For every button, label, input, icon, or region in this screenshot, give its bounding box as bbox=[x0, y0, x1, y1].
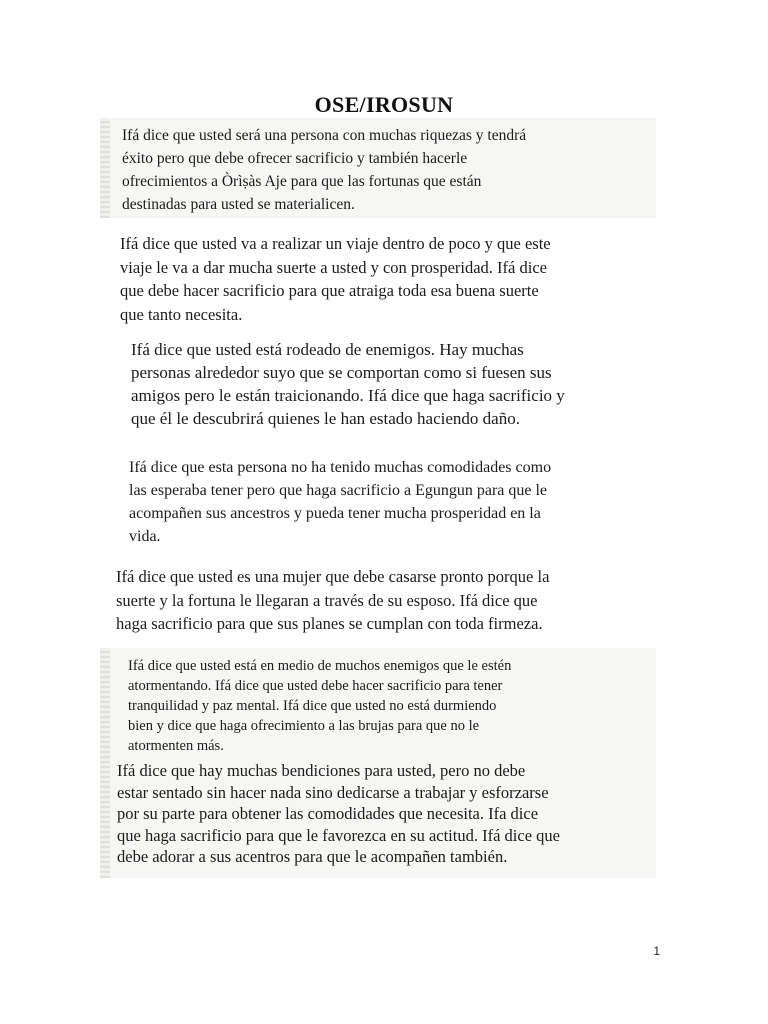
page-number: 1 bbox=[653, 944, 660, 958]
paragraph-line: éxito pero que debe ofrecer sacrificio y también hacerle bbox=[122, 150, 468, 167]
paragraph-line: destinadas para usted se materialicen. bbox=[122, 196, 355, 213]
paragraph-line: personas alrededor suyo que se comportan como si fuesen sus bbox=[131, 363, 552, 382]
paragraph-line: Ifá dice que usted está en medio de muchos enemigos que le estén bbox=[128, 658, 512, 674]
paragraph-line: Ifá dice que usted es una mujer que debe casarse pronto porque la bbox=[116, 567, 550, 586]
paragraph-line: por su parte para obtener las comodidades que necesita. Ifa dice bbox=[117, 804, 539, 823]
paragraph-1 bbox=[122, 124, 526, 216]
paragraph-line: estar sentado sin hacer nada sino dedicarse a trabajar y esforzarse bbox=[117, 782, 549, 802]
paragraph-line: Ifá dice que usted va a realizar un viaje dentro de poco y que este bbox=[120, 234, 551, 253]
paragraph-line: suerte y la fortuna le llegaran a través de su esposo. Ifá dice que bbox=[116, 590, 538, 610]
paragraph-2 bbox=[120, 232, 551, 326]
paragraph-7 bbox=[117, 760, 560, 868]
paragraph-line: que haga sacrificio para que le favorezca en su actitud. Ifá dice que bbox=[117, 825, 560, 845]
paragraph-line: debe adorar a sus acentros para que le acompañen también. bbox=[117, 847, 508, 866]
paragraph-line: Ifá dice que usted está rodeado de enemigos. Hay muchas bbox=[131, 340, 524, 359]
paragraph-line: haga sacrificio para que sus planes se cumplan con toda firmeza. bbox=[116, 614, 543, 633]
paragraph-6 bbox=[128, 656, 511, 756]
paragraph-line: las esperaba tener pero que haga sacrificio a Egungun para que le bbox=[129, 482, 548, 499]
paragraph-line: ofrecimientos a Òrìṣàs Aje para que las fortunas que están bbox=[122, 173, 482, 190]
paragraph-line: que tanto necesita. bbox=[120, 304, 243, 324]
paragraph-line: acompañen sus ancestros y pueda tener mucha prosperidad en la bbox=[129, 505, 541, 522]
paragraph-line: amigos pero le están traicionando. Ifá dice que haga sacrificio y bbox=[131, 386, 565, 405]
paragraph-line: que él le descubrirá quienes le han estado haciendo daño. bbox=[131, 409, 520, 428]
paragraph-line: Ifá dice que esta persona no ha tenido muchas comodidades como bbox=[129, 459, 552, 476]
scan-edge bbox=[100, 118, 110, 218]
paragraph-3 bbox=[131, 338, 565, 430]
page-title: OSE/IROSUN bbox=[314, 92, 454, 117]
paragraph-line: atormentando. Ifá dice que usted debe hacer sacrificio para tener bbox=[128, 678, 503, 694]
paragraph-line: Ifá dice que usted será una persona con muchas riquezas y tendrá bbox=[122, 127, 527, 144]
paragraph-5 bbox=[116, 565, 549, 636]
paragraph-line: tranquilidad y paz mental. Ifá dice que usted no está durmiendo bbox=[128, 698, 497, 714]
paragraph-line: Ifá dice que hay muchas bendiciones para usted, pero no debe bbox=[117, 761, 526, 780]
paragraph-4 bbox=[129, 456, 551, 548]
paragraph-line: que debe hacer sacrificio para que atraiga toda esa buena suerte bbox=[120, 281, 539, 300]
paragraph-line: atormenten más. bbox=[128, 738, 224, 754]
scan-edge bbox=[100, 648, 110, 878]
paragraph-line: viaje le va a dar mucha suerte a usted y con prosperidad. Ifá dice bbox=[120, 257, 547, 277]
paragraph-line: vida. bbox=[129, 528, 161, 545]
paragraph-line: bien y dice que haga ofrecimiento a las brujas para que no le bbox=[128, 718, 480, 734]
